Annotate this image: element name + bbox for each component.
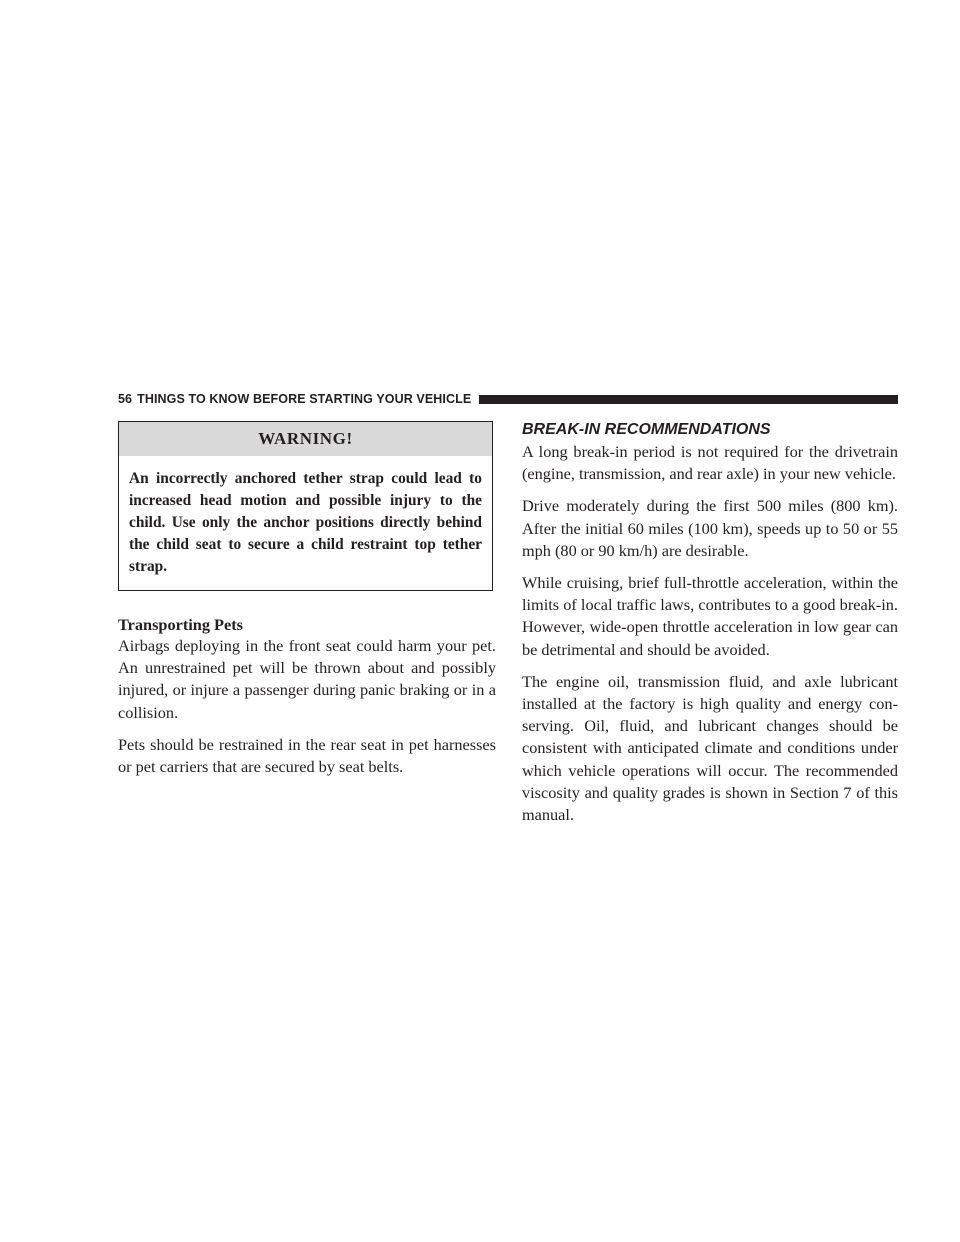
right-column [522, 421, 898, 826]
pets-paragraph: Pets should be restrained in the rear seat in pet harnesses or pet carriers that are secured by seat belts. [118, 734, 496, 777]
break-in-paragraph: While cruising, brief full-throttle acceleration, within the limits of local traffic laws, contributes to a good break-in. However, wide-open throttle acceleration in low gear can be detrimental and should be avoided. [522, 573, 898, 659]
break-in-paragraph: The engine oil, transmission fluid, and axle lubricant installed at the factory is high quality and energy con-serving. Oil, fluid, and lubricant changes should be consistent with anticipated climate and conditions under which vehicle operations will occur. The recommended viscosity and quality grades is shown in Section 7 of this manual. [522, 671, 898, 825]
page-number: 56 [118, 392, 133, 406]
break-in-heading: BREAK-IN RECOMMENDATIONS [522, 421, 771, 438]
pets-heading: Transporting Pets [118, 615, 243, 634]
warning-box [118, 421, 493, 591]
header-rule [479, 395, 898, 404]
warning-text: An incorrectly anchored tether strap could lead to increased head motion and possible injury to the child. Use only the anchor positions directly behind the child seat to secure a child restraint top tether strap. [129, 470, 482, 575]
left-column [118, 421, 496, 778]
page-header [118, 389, 898, 409]
warning-title: WARNING! [119, 422, 492, 456]
break-in-paragraph: A long break-in period is not required for the drivetrain (engine, transmission, and rear axle) in your new vehicle. [522, 442, 898, 484]
pets-paragraph: Airbags deploying in the front seat could harm your pet. An unrestrained pet will be thrown about and possibly injured, or injure a passenger during panic braking or in a collision. [118, 636, 496, 722]
break-in-paragraph: Drive moderately during the first 500 miles (800 km). After the initial 60 miles (100 km), speeds up to 50 or 55 mph (80 or 90 km/h) are desirable. [522, 496, 898, 560]
chapter-title: THINGS TO KNOW BEFORE STARTING YOUR VEHICLE [137, 392, 472, 406]
